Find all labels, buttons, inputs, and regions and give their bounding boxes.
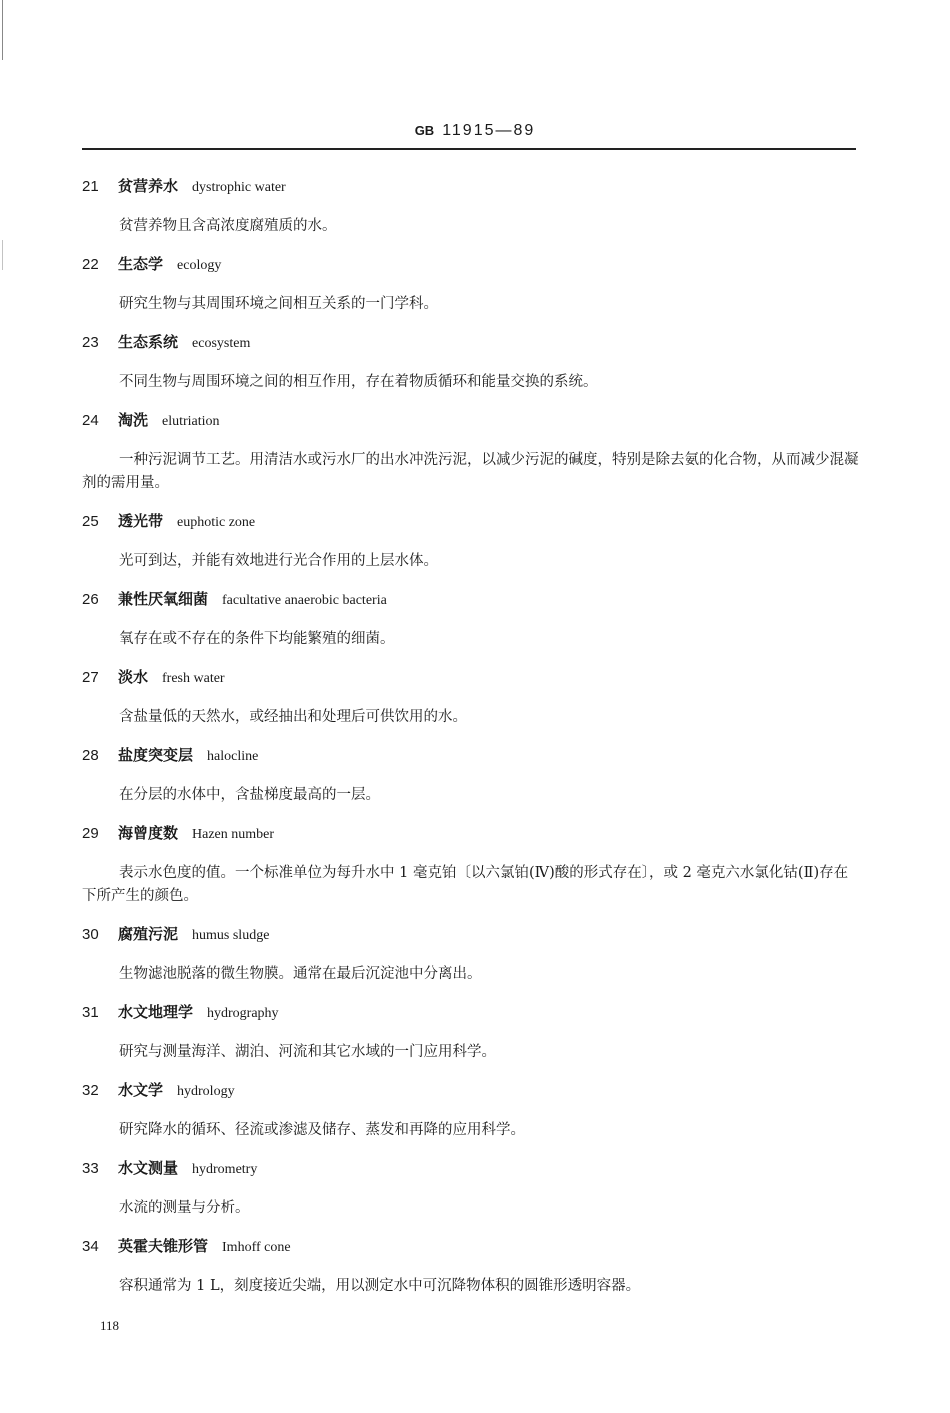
term-entry	[82, 666, 860, 729]
term-number: 32	[82, 1082, 99, 1099]
term-heading	[82, 588, 860, 612]
term-definition: 含盐量低的天然水，或经抽出和处理后可供饮用的水。	[119, 709, 467, 725]
term-number: 30	[82, 926, 99, 943]
term-definition: 表示水色度的值。一个标准单位为每升水中 1 毫克铂〔以六氯铂(Ⅳ)酸的形式存在〕，或 2 毫克六水氯化钴(Ⅱ)存在下所产生的颜色。	[82, 865, 849, 904]
term-entry	[82, 588, 860, 651]
term-definition: 光可到达，并能有效地进行光合作用的上层水体。	[119, 553, 438, 569]
term-english: humus sludge	[192, 928, 270, 943]
term-chinese: 生态学	[118, 255, 164, 273]
term-entry	[82, 331, 860, 394]
term-english: hydrography	[207, 1006, 279, 1021]
term-english: hydrology	[177, 1084, 235, 1099]
term-entry	[82, 253, 860, 316]
term-entry	[82, 1079, 860, 1142]
term-chinese: 兼性厌氧细菌	[118, 590, 209, 608]
term-heading	[82, 1157, 860, 1181]
term-english: hydrometry	[192, 1162, 258, 1177]
term-definition: 研究生物与其周围环境之间相互关系的一门学科。	[119, 296, 438, 312]
term-heading	[82, 510, 860, 534]
term-list	[82, 175, 860, 1313]
term-number: 25	[82, 513, 99, 530]
term-number: 27	[82, 669, 99, 686]
term-heading	[82, 175, 860, 199]
term-definition: 研究降水的循环、径流或渗滤及储存、蒸发和再降的应用科学。	[119, 1122, 525, 1138]
page-number: 118	[100, 1318, 120, 1333]
term-number: 28	[82, 747, 99, 764]
term-heading	[82, 744, 860, 768]
term-chinese: 海曾度数	[118, 824, 179, 842]
term-heading	[82, 666, 860, 690]
term-chinese: 淘洗	[118, 411, 149, 429]
term-entry	[82, 1235, 860, 1298]
term-chinese: 水文测量	[118, 1159, 179, 1177]
term-english: Hazen number	[192, 827, 275, 842]
term-english: Imhoff cone	[222, 1240, 291, 1255]
term-heading	[82, 1235, 860, 1259]
term-definition: 氧存在或不存在的条件下均能繁殖的细菌。	[119, 631, 395, 647]
term-heading	[82, 822, 860, 846]
term-english: ecology	[177, 258, 222, 273]
standard-prefix: GB	[414, 123, 435, 138]
term-entry	[82, 1001, 860, 1064]
term-chinese: 英霍夫锥形管	[118, 1237, 209, 1255]
header-rule	[82, 148, 856, 150]
term-chinese: 腐殖污泥	[118, 925, 179, 943]
term-number: 22	[82, 256, 99, 273]
scan-artifact	[2, 0, 3, 60]
term-definition: 贫营养物且含高浓度腐殖质的水。	[119, 218, 337, 234]
term-chinese: 盐度突变层	[118, 746, 194, 764]
term-heading	[82, 331, 860, 355]
term-definition: 水流的测量与分析。	[119, 1200, 250, 1216]
term-chinese: 水文学	[118, 1081, 164, 1099]
page-header	[0, 122, 950, 140]
term-chinese: 淡水	[118, 668, 149, 686]
term-entry	[82, 510, 860, 573]
term-heading	[82, 1079, 860, 1103]
term-entry	[82, 175, 860, 238]
term-chinese: 生态系统	[118, 333, 179, 351]
term-number: 33	[82, 1160, 99, 1177]
term-entry	[82, 923, 860, 986]
term-definition: 生物滤池脱落的微生物膜。通常在最后沉淀池中分离出。	[119, 966, 482, 982]
term-number: 21	[82, 178, 99, 195]
term-heading	[82, 253, 860, 277]
term-definition: 在分层的水体中，含盐梯度最高的一层。	[119, 787, 380, 803]
term-chinese: 贫营养水	[118, 177, 179, 195]
term-entry	[82, 822, 860, 908]
term-entry	[82, 1157, 860, 1220]
scan-artifact	[2, 240, 3, 270]
term-heading	[82, 409, 860, 433]
term-definition: 研究与测量海洋、湖泊、河流和其它水域的一门应用科学。	[119, 1044, 496, 1060]
term-heading	[82, 923, 860, 947]
term-english: ecosystem	[192, 336, 251, 351]
term-definition: 容积通常为 1 L，刻度接近尖端，用以测定水中可沉降物体积的圆锥形透明容器。	[119, 1278, 641, 1294]
term-english: facultative anaerobic bacteria	[222, 593, 387, 608]
term-definition: 一种污泥调节工艺。用清洁水或污水厂的出水冲洗污泥，以减少污泥的碱度，特别是除去氨的化合物，从而减少混凝剂的需用量。	[82, 452, 859, 491]
term-number: 24	[82, 412, 99, 429]
standard-number: 11915—89	[442, 122, 536, 139]
term-english: fresh water	[162, 671, 225, 686]
term-chinese: 水文地理学	[118, 1003, 194, 1021]
term-number: 34	[82, 1238, 99, 1255]
term-chinese: 透光带	[118, 512, 164, 530]
term-number: 29	[82, 825, 99, 842]
term-english: dystrophic water	[192, 180, 286, 195]
term-number: 31	[82, 1004, 99, 1021]
term-english: elutriation	[162, 414, 220, 429]
term-number: 26	[82, 591, 99, 608]
term-definition: 不同生物与周围环境之间的相互作用，存在着物质循环和能量交换的系统。	[119, 374, 598, 390]
term-entry	[82, 744, 860, 807]
term-heading	[82, 1001, 860, 1025]
term-entry	[82, 409, 860, 495]
term-english: halocline	[207, 749, 259, 764]
term-english: euphotic zone	[177, 515, 256, 530]
term-number: 23	[82, 334, 99, 351]
